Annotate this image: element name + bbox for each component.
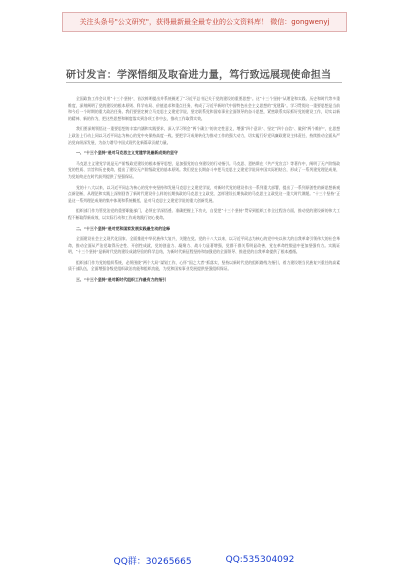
footer-qq: QQ:535304092 xyxy=(225,555,295,565)
body-paragraph: 全面建设社会主义现代化国家、全面推进中华民族伟大复兴，关键在党。党的十八大以来，以习近平同志为核心的党中央以伟大的自我革命引领伟大的社会革命，推动全面从严治党取得历史性、开创性成就，党的创造力、凝聚力、战斗力显著增强，党群干群关系明显改善，党在革命性锻造中更加坚强有力。实践证明，“十三个坚持”是新时代党的建设成就经验的科学总结，为新时代新征程坚持和加强党的全面领导、推进党的自我革命提供了根本遵循。 xyxy=(68,236,340,255)
promo-banner-text: 关注头条号"公文研究"，获得最新最全最专业的公文资料库！ 微信：gongwenyj xyxy=(79,18,330,26)
document-body xyxy=(68,96,340,288)
body-paragraph: 组织部门作为党的组织系统，必须围绕“两个大局”谋划工作，心怀“国之大者”抓落实，坚持以新时代党的组织路线为指引，着力建设堪当民族复兴重任的高素质干部队伍，全面增强各级党组织政治功能和组织功能，为党和国家事业发展提供坚强组织保证。 xyxy=(68,259,340,272)
body-paragraph: 马克思主义建党学说是无产阶级政党建设的根本指导思想，是加强党的自身建设的行动指引。马克思、恩格斯在《共产党宣言》等著作中，阐明了无产阶级政党的性质、宗旨和历史使命，提出了建设无产阶级政党的基本原则。我们党在长期奋斗中把马克思主义建党学说同中国实际相结合，形成了一系列建党理论成果，为党始终走在时代前列提供了坚强保证。 xyxy=(68,160,340,179)
page-title: 研讨发言：学深悟细及取奋进力量，笃行致远展现使命担当 xyxy=(66,70,332,81)
section-heading: 一、“十三个坚持”是对马克思主义党建学说最新成果的坚守 xyxy=(76,150,178,156)
footer xyxy=(0,552,408,568)
promo-banner[interactable] xyxy=(62,12,347,32)
footer-qq-group: QQ群：30265665 xyxy=(113,556,192,567)
title-divider xyxy=(66,82,342,83)
body-paragraph: 我们要深刻领悟这一重要思想的丰富内涵和实践要求，深入学习领会“两个确立”的决定性意义，增强“四个意识”、坚定“四个自信”、做到“两个维护”，在思想上政治上行动上同以习近平同志为核心的党中央保持高度一致。要把学习成果转化为推动工作的强大动力，切实履行好党风廉政建设主体责任，持续推动全面从严治党向纵深发展，为奋力谱写中国式现代化新篇章贡献力量。 xyxy=(68,126,340,145)
section-heading: 二、“十三个坚持”是对党和国家发展实践最生动的诠释 xyxy=(76,225,170,231)
body-paragraph: 全国政协工作会议用“十三个坚持”，首次鲜明提出并系统阐述了“习近平总书记关于党的建设的重要思想”。这“十三个坚持”从理论和实践、历史和时代等多重维度，深刻阐明了党的建设的根本原则、科学布局、价值追求和重点任务，构成了习近平新时代中国特色社会主义思想的“党建篇”。学习贯彻这一重要思想是当前和今后一个时期的重大政治任务。我们要坚定树立马克思主义建党学说，坚定联系党和国家事业全面领导的奋斗思想，紧密联系实际抓好党的建设工作，切实以新的精神、新的作为，把这些思想和制度落实到各项工作中去，推动工作取得实效。 xyxy=(68,96,340,121)
section-heading: 三、“十三个坚持”是对新时代组织工作最有力的指引 xyxy=(76,277,167,283)
body-paragraph: 党的十八大以来，以习近平同志为核心的党中央坚持和发展马克思主义建党学说，对新时代党的建设作出一系列重大部署，提出了一系列原创性的新思想新观点新论断，从理论和实践上深刻回答了新时代建设什么样的长期执政的马克思主义政党、怎样建设长期执政的马克思主义政党这一重大时代课题。“十三个坚持”正是这一系列理论成果的集中体现和系统概括，是对马克思主义建党学说的重大创新发展。 xyxy=(68,184,340,203)
body-paragraph: 组织部门作为管党治党的重要职能部门，必须在学深悟透、准确把握上下功夫，自觉把“十三个坚持”贯穿到组织工作全过程各方面，推动党的建设新的伟大工程不断取得新成效，以实际行动和工作成效践行初心使命。 xyxy=(68,208,340,220)
